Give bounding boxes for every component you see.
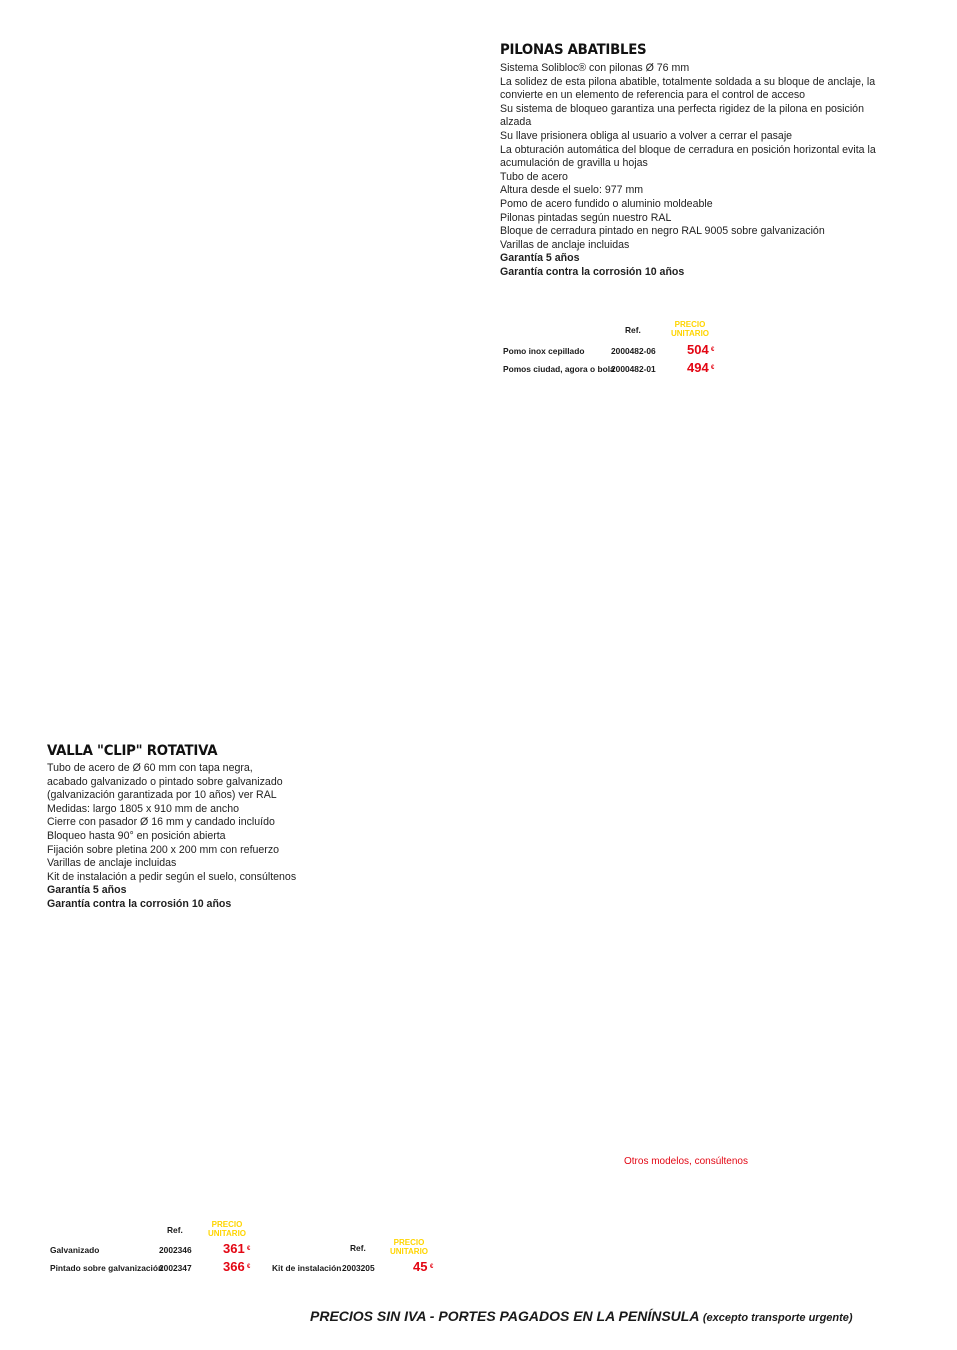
- description-line: acabado galvanizado o pintado sobre galvanizado: [47, 775, 283, 788]
- price-header-line-1: PRECIO: [393, 1238, 425, 1247]
- price-header-line-2: UNITARIO: [389, 1247, 429, 1256]
- description-line: (galvanización garantizada por 10 años) ver RAL: [47, 789, 277, 802]
- price-header: [664, 320, 716, 338]
- description-line: Su sistema de bloqueo garantiza una perfecta rigidez de la pilona en posición: [500, 102, 864, 115]
- description-line: Altura desde el suelo: 977 mm: [500, 184, 644, 197]
- price-header-line-2: UNITARIO: [207, 1229, 247, 1238]
- description-line: Pomo de acero fundido o aluminio moldeable: [500, 197, 713, 210]
- row-label: Galvanizado: [50, 1245, 100, 1255]
- warranty-line: Garantía 5 años: [47, 884, 127, 897]
- description-line: Kit de instalación a pedir según el suelo, consúltenos: [47, 870, 297, 883]
- description-line: Bloque de cerradura pintado en negro RAL 9005 sobre galvanización: [500, 225, 825, 238]
- currency-symbol: €: [247, 1246, 251, 1252]
- ref-header: Ref.: [350, 1243, 366, 1253]
- price-header-line-2: UNITARIO: [670, 329, 710, 338]
- description-line: acumulación de gravilla u hojas: [500, 157, 648, 170]
- description-line: alzada: [500, 116, 532, 129]
- pilonas-description: [500, 62, 876, 280]
- price-header-line-1: PRECIO: [674, 320, 706, 329]
- corrosion-warranty-line: Garantía contra la corrosión 10 años: [47, 897, 232, 910]
- description-line: convierte en un elemento de referencia para el control de acceso: [500, 89, 806, 102]
- row-ref: 2002346: [159, 1245, 192, 1255]
- row-price: 504: [687, 342, 709, 357]
- row-ref: 2003205: [342, 1263, 375, 1273]
- description-line: Tubo de acero: [500, 170, 568, 183]
- currency-symbol: €: [430, 1264, 434, 1270]
- other-models-note: Otros modelos, consúltenos: [624, 1156, 748, 1167]
- row-price: 494: [687, 360, 709, 375]
- footer-main-text: PRECIOS SIN IVA - PORTES PAGADOS EN LA PENÍNSULA: [310, 1308, 699, 1324]
- ref-header: Ref.: [625, 325, 641, 335]
- description-line: Varillas de anclaje incluidas: [500, 238, 630, 251]
- footer-small-text: (excepto transporte urgente): [702, 1312, 853, 1324]
- row-label: Kit de instalación: [272, 1263, 342, 1273]
- row-label: Pomos ciudad, agora o bola: [503, 364, 615, 374]
- description-line: Varillas de anclaje incluidas: [47, 857, 177, 870]
- row-label: Pomo inox cepillado: [503, 346, 585, 356]
- price-header-line-1: PRECIO: [211, 1220, 243, 1229]
- currency-symbol: €: [711, 365, 715, 371]
- row-price: 361: [223, 1241, 245, 1256]
- price-header: [201, 1220, 253, 1238]
- row-ref: 2002347: [159, 1263, 192, 1273]
- description-line: Bloqueo hasta 90° en posición abierta: [47, 829, 226, 842]
- valla-description: [47, 762, 296, 912]
- row-label: Pintado sobre galvanización: [50, 1263, 164, 1273]
- description-line: Sistema Solibloc® con pilonas Ø 76 mm: [500, 62, 690, 74]
- row-ref: 2000482-06: [611, 346, 656, 356]
- warranty-line: Garantía 5 años: [500, 252, 580, 265]
- description-line: Fijación sobre pletina 200 x 200 mm con refuerzo: [47, 843, 280, 856]
- row-price: 45: [413, 1259, 428, 1274]
- description-line: La obturación automática del bloque de cerradura en posición horizontal evita la: [500, 143, 876, 156]
- currency-symbol: €: [711, 347, 715, 353]
- description-line: Medidas: largo 1805 x 910 mm de ancho: [47, 802, 239, 815]
- ref-header: Ref.: [167, 1225, 183, 1235]
- pilonas-title: PILONAS ABATIBLES: [500, 42, 647, 58]
- description-line: Pilonas pintadas según nuestro RAL: [500, 211, 672, 224]
- footer-notice: [310, 1308, 853, 1324]
- row-ref: 2000482-01: [611, 364, 656, 374]
- valla-title: VALLA "CLIP" ROTATIVA: [47, 743, 218, 759]
- description-line: Su llave prisionera obliga al usuario a volver a cerrar el pasaje: [500, 129, 793, 142]
- description-line: Tubo de acero de Ø 60 mm con tapa negra,: [47, 762, 253, 774]
- row-price: 366: [223, 1259, 245, 1274]
- description-line: La solidez de esta pilona abatible, totalmente soldada a su bloque de anclaje, la: [500, 75, 876, 88]
- currency-symbol: €: [247, 1264, 251, 1270]
- corrosion-warranty-line: Garantía contra la corrosión 10 años: [500, 265, 685, 278]
- price-header: [383, 1238, 435, 1256]
- description-line: Cierre con pasador Ø 16 mm y candado incluído: [47, 816, 275, 829]
